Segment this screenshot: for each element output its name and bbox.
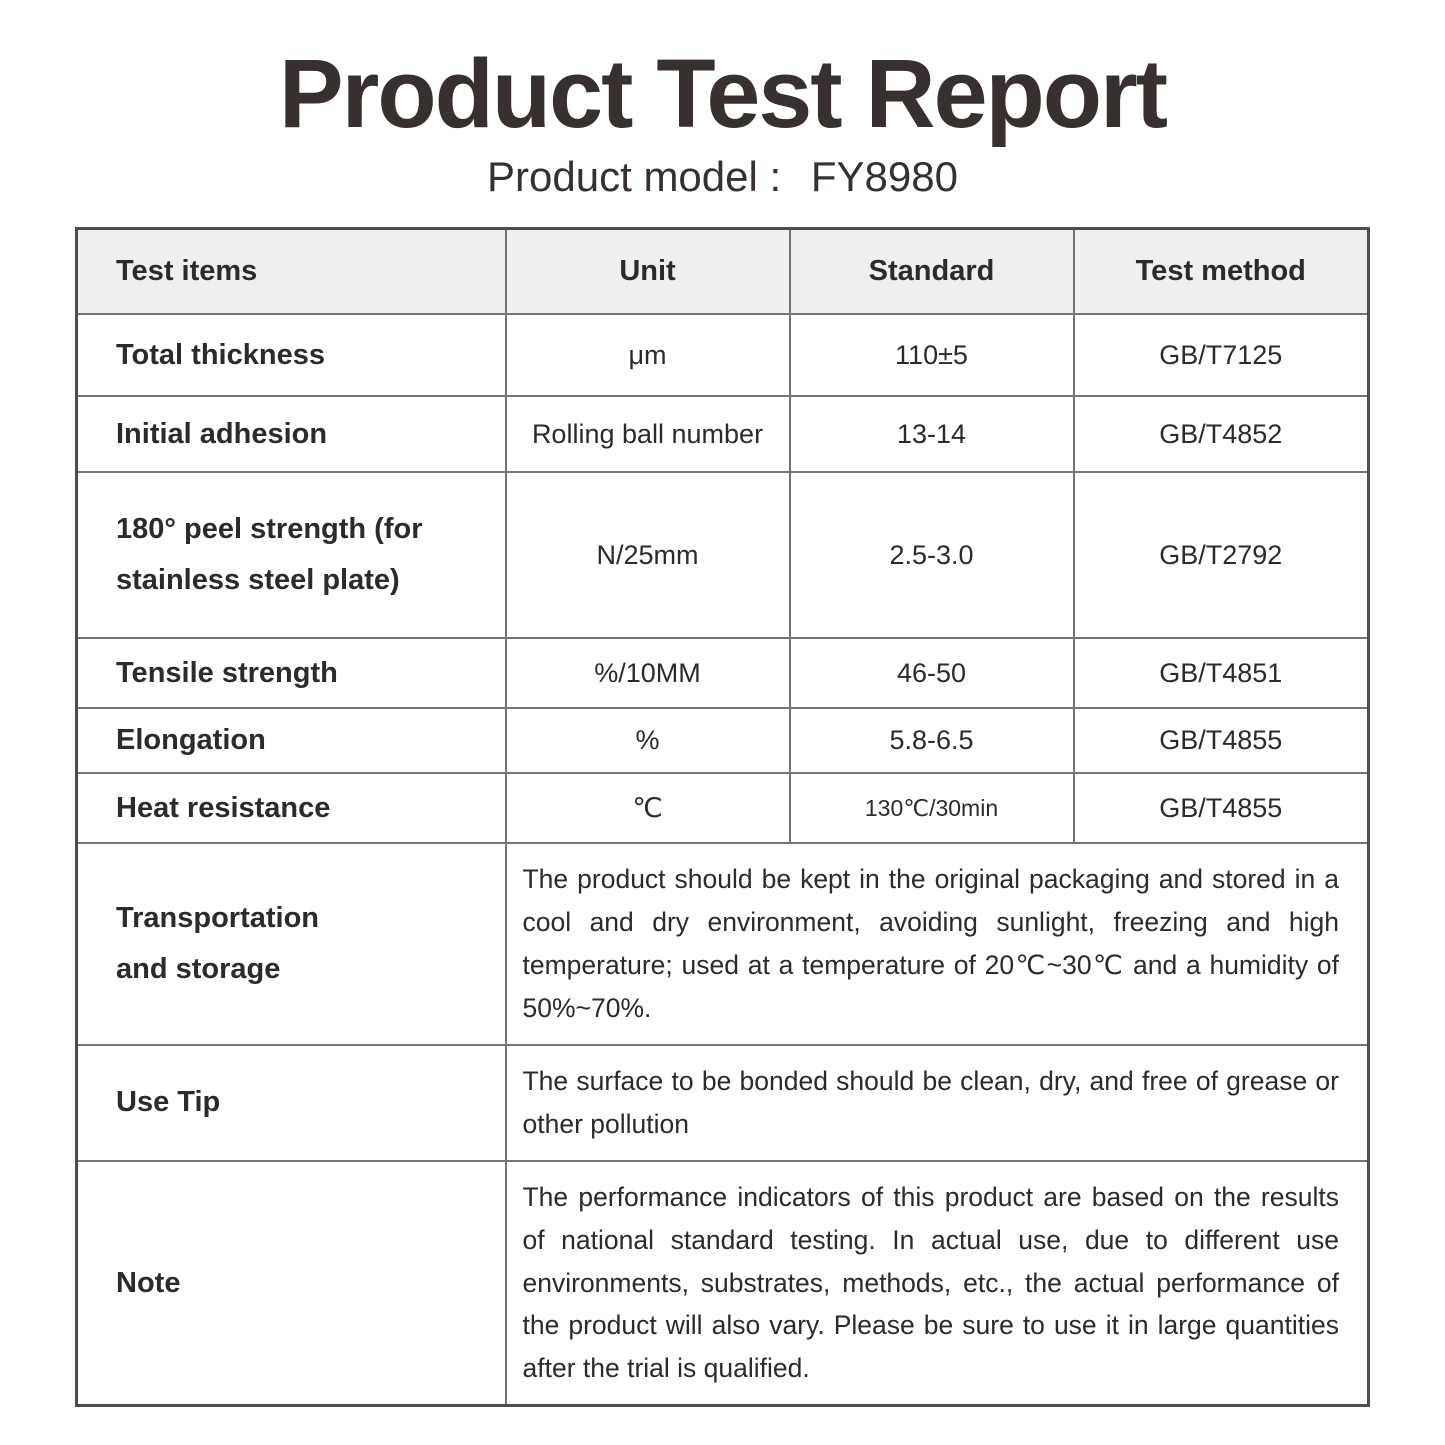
- test-report-table: [75, 227, 1370, 1408]
- standard-cell: 130℃/30min: [790, 773, 1074, 843]
- table-row: [77, 1045, 1369, 1161]
- table-row: [77, 843, 1369, 1045]
- header-test-items: Test items: [77, 228, 506, 314]
- product-model-value: FY8980: [810, 152, 958, 200]
- table-row: [77, 314, 1369, 396]
- test-item-label: Initial adhesion: [116, 417, 328, 450]
- test-item-cell: [77, 773, 506, 843]
- unit-cell: ℃: [506, 773, 790, 843]
- test-item-label: 180° peel strength (for stainless steel plate): [116, 513, 423, 597]
- method-cell: GB/T4851: [1074, 638, 1369, 708]
- test-item-label: Transportation and storage: [116, 902, 320, 985]
- test-item-label: Note: [116, 1266, 181, 1299]
- standard-cell: 13-14: [790, 396, 1074, 472]
- test-item-cell: [77, 472, 506, 638]
- unit-cell: %/10MM: [506, 638, 790, 708]
- unit-cell: %: [506, 708, 790, 773]
- standard-cell: 110±5: [790, 314, 1074, 396]
- test-item-cell: [77, 1161, 506, 1406]
- table-row: [77, 773, 1369, 843]
- test-item-label: Use Tip: [116, 1086, 221, 1119]
- page-title: Product Test Report: [278, 39, 1167, 148]
- table-row: [77, 638, 1369, 708]
- test-item-label: Total thickness: [116, 338, 325, 371]
- info-text-cell: The performance indicators of this product are based on the results of national standard testing. In actual use, due to different use environments, substrates, methods, etc., the actual performance of the product will also vary. Please be sure to use it in large quantities after the trial is qualified.: [506, 1161, 1369, 1406]
- info-text-cell: The product should be kept in the original packaging and stored in a cool and dry environment, avoiding sunlight, freezing and high temperature; used at a temperature of 20℃~30℃ and a humidity of 50%~70%.: [506, 843, 1369, 1045]
- test-item-label: Heat resistance: [116, 791, 331, 824]
- table-row: [77, 472, 1369, 638]
- product-model-label: Product model :: [487, 152, 782, 200]
- test-item-label: Elongation: [116, 724, 266, 757]
- unit-cell: Rolling ball number: [506, 396, 790, 472]
- test-item-cell: [77, 1045, 506, 1161]
- header-unit: Unit: [506, 228, 790, 314]
- table-row: [77, 708, 1369, 773]
- test-item-cell: [77, 396, 506, 472]
- method-cell: GB/T4855: [1074, 708, 1369, 773]
- unit-cell: μm: [506, 314, 790, 396]
- test-item-cell: [77, 843, 506, 1045]
- test-item-cell: [77, 708, 506, 773]
- table-row: [77, 396, 1369, 472]
- standard-cell: 46-50: [790, 638, 1074, 708]
- product-model-line: [0, 153, 1445, 201]
- method-cell: GB/T4852: [1074, 396, 1369, 472]
- method-cell: GB/T4855: [1074, 773, 1369, 843]
- header-row: [77, 228, 1369, 314]
- header-test-method: Test method: [1074, 228, 1369, 314]
- method-cell: GB/T7125: [1074, 314, 1369, 396]
- title-block: [0, 0, 1445, 201]
- info-text-cell: The surface to be bonded should be clean, dry, and free of grease or other pollution: [506, 1045, 1369, 1161]
- test-item-cell: [77, 314, 506, 396]
- header-standard: Standard: [790, 228, 1074, 314]
- method-cell: GB/T2792: [1074, 472, 1369, 638]
- unit-cell: N/25mm: [506, 472, 790, 638]
- test-item-label: Tensile strength: [116, 656, 338, 689]
- standard-cell: 2.5-3.0: [790, 472, 1074, 638]
- table-row: [77, 1161, 1369, 1406]
- standard-cell: 5.8-6.5: [790, 708, 1074, 773]
- test-item-cell: [77, 638, 506, 708]
